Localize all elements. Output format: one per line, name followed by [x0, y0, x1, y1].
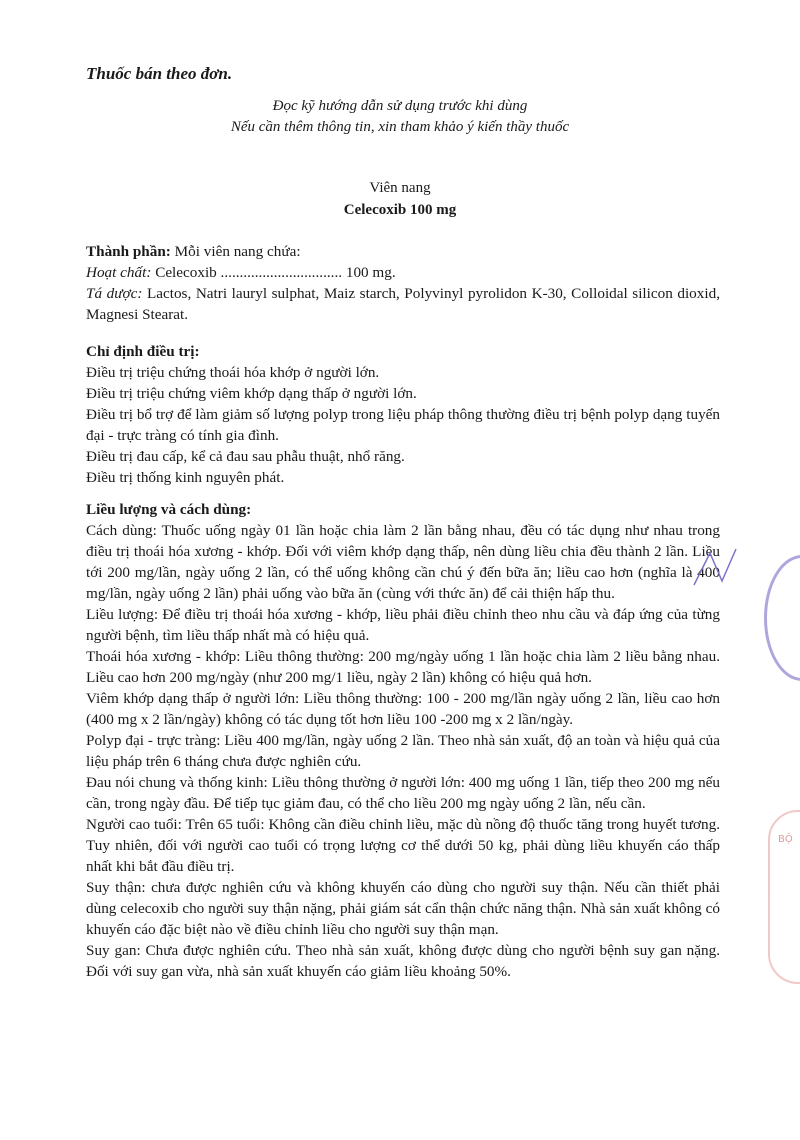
official-stamp-purple — [764, 555, 800, 681]
prescription-note: Thuốc bán theo đơn. — [86, 64, 233, 83]
pen-mark-icon — [690, 545, 750, 595]
official-stamp-red — [768, 810, 800, 984]
composition-heading-rest: Mỗi viên nang chứa: — [170, 243, 301, 260]
dosage-section — [86, 499, 720, 982]
product-name: Celecoxib 100 mg — [343, 202, 457, 218]
advice-line-2: Nếu cần thêm thông tin, xin tham khảo ý kiến thầy thuốc — [230, 119, 570, 135]
active-label: Hoạt chất: — [86, 264, 152, 281]
dosage-paragraph: Người cao tuổi: Trên 65 tuổi: Không cần điều chỉnh liều, mặc dù nồng độ thuốc tăng trong huyết tương. Tuy nhiên, đối với người cao tuổi có trọng lượng cơ thể dưới 50 kg, phải dùng liều khuyến cáo thấp nhất khi bắt đầu điều trị. — [86, 816, 720, 875]
composition-heading-line — [86, 241, 720, 262]
composition-section — [86, 241, 720, 325]
dosage-paragraph: Liều lượng: Để điều trị thoái hóa xương - khớp, liều phải điều chỉnh theo nhu cầu và đáp ứng của từng người bệnh, tìm liều thấp nhất mà có hiệu quả. — [86, 606, 720, 644]
active-ingredient-line — [86, 262, 720, 283]
excipient-line — [86, 283, 720, 325]
indication-item: Điều trị bổ trợ để làm giảm số lượng polyp trong liệu pháp thông thường điều trị bệnh polyp dạng tuyến đại - trực tràng có tính gia đình. — [86, 406, 720, 444]
advice-line-1: Đọc kỹ hướng dẫn sử dụng trước khi dùng — [272, 98, 528, 114]
indications-heading: Chỉ định điều trị: — [86, 343, 200, 360]
indication-item: Điều trị thống kinh nguyên phát. — [86, 469, 285, 486]
excipient-label: Tá dược: — [86, 285, 143, 302]
dosage-paragraph: Đau nói chung và thống kinh: Liều thông thường ở người lớn: 400 mg uống 1 lần, tiếp theo 200 mg nếu cần, trong ngày đầu. Để tiếp tục giảm đau, có thể cho liều 200 mg ngày uống 2 lần, nếu cần. — [86, 774, 720, 812]
indications-section — [86, 341, 720, 488]
indication-item: Điều trị triệu chứng viêm khớp dạng thấp ở người lớn. — [86, 385, 417, 402]
dosage-paragraph: Polyp đại - trực tràng: Liều 400 mg/lần, ngày uống 2 lần. Theo nhà sản xuất, độ an toàn và hiệu quả của liệu pháp trên 6 tháng chưa được nghiên cứu. — [86, 732, 720, 770]
dosage-paragraph: Cách dùng: Thuốc uống ngày 01 lần hoặc chia làm 2 lần bằng nhau, đều có tác dụng như nhau trong điều trị thoái hóa xương - khớp. Đối với viêm khớp dạng thấp, nên dùng liều chia đều thành 2 lần. Liều tới 200 mg/lần, ngày uống 2 lần, có thể uống không cần chú ý đến bữa ăn; liều cao hơn (nghĩa là 400 mg/lần, ngày uống 2 lần) phải uống vào bữa ăn (cùng với thức ăn) để cải thiện hấp thu. — [86, 522, 720, 602]
composition-heading: Thành phần: — [86, 243, 171, 260]
dosage-paragraph: Viêm khớp dạng thấp ở người lớn: Liều thông thường: 100 - 200 mg/lần ngày uống 2 lần, liều cao hơn (400 mg x 2 lần/ngày) không có tác dụng tốt hơn liều 100 -200 mg x 2 lần/ngày. — [86, 690, 720, 728]
indication-item: Điều trị đau cấp, kể cả đau sau phẫu thuật, nhổ răng. — [86, 448, 405, 465]
active-text: Celecoxib ................................ 100 mg. — [151, 264, 396, 281]
dosage-paragraph: Thoái hóa xương - khớp: Liều thông thường: 200 mg/ngày uống 1 lần hoặc chia làm 2 liều bằng nhau. Liều cao hơn 200 mg/ngày (như 200 mg/1 liều, ngày 2 lần) không có hiệu quả hơn. — [86, 648, 720, 686]
dosage-heading: Liều lượng và cách dùng: — [86, 501, 252, 518]
dosage-form: Viên nang — [369, 180, 431, 196]
indication-item: Điều trị triệu chứng thoái hóa khớp ở người lớn. — [86, 364, 380, 381]
dosage-paragraph: Suy thận: chưa được nghiên cứu và không khuyến cáo dùng cho người suy thận. Nếu cần thiết phải dùng celecoxib cho người suy thận nặng, phải giám sát cẩn thận chức năng thận. Nhà sản xuất không có khuyến cáo đặc biệt nào về điều chỉnh liều cho người suy thận mạn. — [86, 879, 720, 938]
excipient-text: Lactos, Natri lauryl sulphat, Maiz starch, Polyvinyl pyrolidon K-30, Colloidal silicon dioxid, Magnesi Stearat. — [86, 285, 720, 323]
stamp-text: BỘ — [778, 834, 793, 845]
dosage-paragraph: Suy gan: Chưa được nghiên cứu. Theo nhà sản xuất, không được dùng cho người bệnh suy gan nặng. Đối với suy gan vừa, nhà sản xuất khuyến cáo giảm liều khoảng 50%. — [86, 942, 720, 980]
